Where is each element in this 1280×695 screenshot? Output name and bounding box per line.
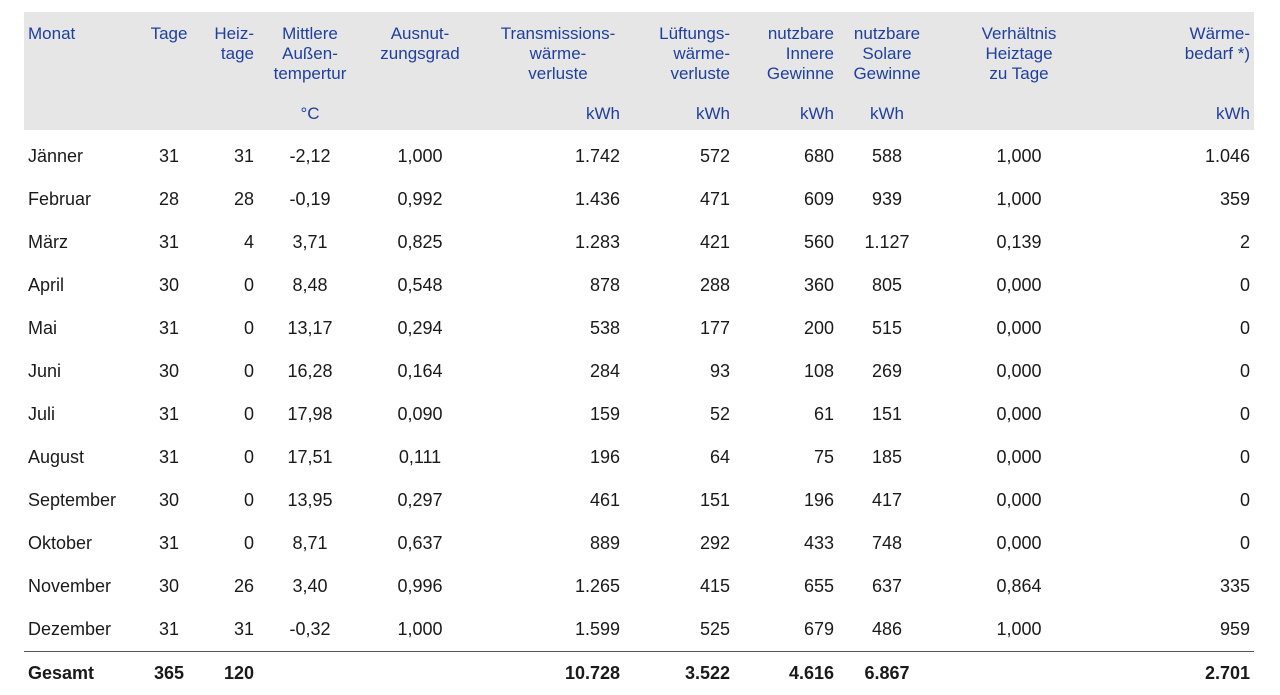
header-aussentemperatur: Mittlere Außen- tempertur °C bbox=[258, 12, 362, 130]
cell-utilization-factor: 0,297 bbox=[397, 490, 443, 510]
cell-internal-gains: 360 bbox=[803, 275, 834, 295]
cell-heat-demand: 0 bbox=[1239, 361, 1250, 381]
cell-outdoor-temperature: 13,17 bbox=[287, 318, 333, 338]
cell-heating-days: 0 bbox=[243, 490, 254, 510]
cell-transmission-losses: 461 bbox=[589, 490, 620, 510]
cell-heating-ratio: 1,000 bbox=[996, 189, 1042, 209]
table-header-row bbox=[24, 12, 1254, 130]
cell-heating-ratio: 0,000 bbox=[996, 318, 1042, 338]
cell-internal-gains: 433 bbox=[803, 533, 834, 553]
total-cell-outdoor-temperature bbox=[258, 651, 362, 695]
cell-internal-gains: 75 bbox=[813, 447, 834, 467]
table-row bbox=[24, 393, 1254, 436]
cell-heating-days: 4 bbox=[243, 232, 254, 252]
header-innere-gewinne: nutzbare Innere Gewinne kWh bbox=[734, 12, 838, 130]
cell-solar-gains: 805 bbox=[871, 275, 903, 295]
cell-transmission-losses: 1.742 bbox=[574, 145, 620, 166]
unit-kwh: kWh bbox=[1216, 104, 1250, 123]
cell-outdoor-temperature: 17,98 bbox=[287, 404, 333, 424]
cell-solar-gains: 637 bbox=[871, 576, 903, 596]
cell-utilization-factor: 1,000 bbox=[397, 618, 443, 639]
cell-heat-demand: 359 bbox=[1219, 189, 1250, 209]
header-waermebedarf: Wärme- bedarf *) kWh bbox=[1102, 12, 1254, 130]
total-cell-heating-days: 120 bbox=[200, 651, 258, 695]
total-cell-month: Gesamt bbox=[24, 651, 138, 695]
cell-heating-days: 0 bbox=[243, 318, 254, 338]
cell-heating-ratio: 1,000 bbox=[996, 618, 1042, 639]
cell-month: Oktober bbox=[28, 533, 93, 553]
cell-outdoor-temperature: 8,48 bbox=[292, 275, 328, 295]
cell-days: 30 bbox=[158, 361, 180, 381]
cell-solar-gains: 515 bbox=[871, 318, 903, 338]
cell-outdoor-temperature: -0,32 bbox=[289, 618, 331, 639]
cell-solar-gains: 588 bbox=[871, 145, 903, 166]
total-cell-ventilation-losses: 3.522 bbox=[624, 651, 734, 695]
cell-heat-demand: 0 bbox=[1239, 490, 1250, 510]
cell-utilization-factor: 0,090 bbox=[397, 404, 443, 424]
total-cell-internal-gains: 4.616 bbox=[734, 651, 838, 695]
cell-month: April bbox=[28, 275, 65, 295]
cell-transmission-losses: 538 bbox=[589, 318, 620, 338]
cell-outdoor-temperature: 16,28 bbox=[287, 361, 333, 381]
unit-kwh: kWh bbox=[870, 104, 904, 123]
heat-demand-table-container bbox=[24, 12, 1254, 695]
cell-solar-gains: 151 bbox=[871, 404, 903, 424]
header-tage: Tage bbox=[150, 24, 188, 43]
cell-days: 31 bbox=[158, 318, 180, 338]
table-row bbox=[24, 307, 1254, 350]
unit-celsius: °C bbox=[300, 104, 320, 123]
cell-internal-gains: 680 bbox=[803, 145, 834, 166]
cell-internal-gains: 61 bbox=[813, 404, 834, 424]
cell-ventilation-losses: 52 bbox=[709, 404, 730, 424]
cell-month: Februar bbox=[28, 189, 92, 209]
cell-month: Mai bbox=[28, 318, 58, 338]
cell-month: November bbox=[28, 576, 112, 596]
cell-month: Jänner bbox=[28, 145, 84, 166]
cell-heating-ratio: 0,000 bbox=[996, 361, 1042, 381]
cell-ventilation-losses: 421 bbox=[699, 232, 730, 252]
cell-month: März bbox=[28, 232, 68, 252]
cell-internal-gains: 108 bbox=[803, 361, 834, 381]
cell-days: 28 bbox=[158, 189, 180, 209]
cell-days: 30 bbox=[158, 490, 180, 510]
cell-heat-demand: 0 bbox=[1239, 404, 1250, 424]
cell-utilization-factor: 0,996 bbox=[397, 576, 443, 596]
cell-month: Juli bbox=[28, 404, 56, 424]
total-cell-utilization-factor bbox=[362, 651, 478, 695]
cell-month: Juni bbox=[28, 361, 62, 381]
cell-solar-gains: 1.127 bbox=[864, 232, 910, 252]
cell-ventilation-losses: 415 bbox=[699, 576, 730, 596]
cell-days: 31 bbox=[158, 404, 180, 424]
cell-ventilation-losses: 572 bbox=[699, 145, 730, 166]
cell-days: 30 bbox=[158, 576, 180, 596]
total-cell-transmission-losses: 10.728 bbox=[478, 651, 624, 695]
cell-heat-demand: 0 bbox=[1239, 533, 1250, 553]
table-row bbox=[24, 479, 1254, 522]
cell-transmission-losses: 1.283 bbox=[574, 232, 620, 252]
cell-month: August bbox=[28, 447, 85, 467]
cell-solar-gains: 939 bbox=[871, 189, 903, 209]
unit-kwh: kWh bbox=[696, 104, 730, 123]
header-monat: Monat bbox=[28, 24, 76, 43]
cell-internal-gains: 679 bbox=[803, 618, 834, 639]
cell-month: Dezember bbox=[28, 618, 112, 639]
cell-days: 31 bbox=[158, 447, 180, 467]
cell-utilization-factor: 0,992 bbox=[397, 189, 443, 209]
cell-days: 31 bbox=[158, 618, 180, 639]
cell-internal-gains: 196 bbox=[803, 490, 834, 510]
header-transmissionswaermeverluste: Transmissions- wärme- verluste kWh bbox=[478, 12, 624, 130]
cell-transmission-losses: 889 bbox=[589, 533, 620, 553]
cell-internal-gains: 560 bbox=[803, 232, 834, 252]
cell-utilization-factor: 0,111 bbox=[398, 447, 442, 467]
cell-heating-days: 0 bbox=[243, 404, 254, 424]
cell-transmission-losses: 159 bbox=[589, 404, 620, 424]
cell-utilization-factor: 0,294 bbox=[397, 318, 443, 338]
cell-heat-demand: 0 bbox=[1239, 275, 1250, 295]
heat-demand-table bbox=[24, 12, 1254, 695]
table-row bbox=[24, 436, 1254, 479]
header-lueftungswaermeverluste: Lüftungs- wärme- verluste kWh bbox=[624, 12, 734, 130]
cell-heating-ratio: 0,000 bbox=[996, 490, 1042, 510]
header-heiztage: Heiz- tage bbox=[214, 24, 254, 63]
cell-solar-gains: 417 bbox=[871, 490, 903, 510]
cell-solar-gains: 748 bbox=[871, 533, 903, 553]
cell-heating-days: 31 bbox=[233, 145, 254, 166]
table-row bbox=[24, 608, 1254, 651]
cell-heating-days: 0 bbox=[243, 447, 254, 467]
table-row bbox=[24, 565, 1254, 608]
cell-outdoor-temperature: 3,40 bbox=[292, 576, 328, 596]
cell-heat-demand: 2 bbox=[1239, 232, 1250, 252]
total-row bbox=[24, 651, 1254, 695]
cell-month: September bbox=[28, 490, 117, 510]
cell-internal-gains: 200 bbox=[803, 318, 834, 338]
table-row bbox=[24, 522, 1254, 565]
cell-utilization-factor: 0,548 bbox=[397, 275, 443, 295]
cell-outdoor-temperature: 3,71 bbox=[292, 232, 328, 252]
cell-heating-days: 0 bbox=[243, 533, 254, 553]
cell-heating-ratio: 0,000 bbox=[996, 275, 1042, 295]
cell-days: 31 bbox=[158, 232, 180, 252]
cell-heat-demand: 1.046 bbox=[1204, 145, 1250, 166]
header-solare-gewinne: nutzbare Solare Gewinne kWh bbox=[838, 12, 936, 130]
cell-transmission-losses: 878 bbox=[589, 275, 620, 295]
cell-heat-demand: 959 bbox=[1219, 618, 1250, 639]
cell-solar-gains: 269 bbox=[871, 361, 903, 381]
cell-days: 31 bbox=[158, 145, 180, 166]
cell-heating-ratio: 0,864 bbox=[996, 576, 1042, 596]
header-ausnutzungsgrad: Ausnut- zungsgrad bbox=[380, 24, 460, 63]
cell-heating-days: 28 bbox=[233, 189, 254, 209]
cell-transmission-losses: 1.436 bbox=[574, 189, 620, 209]
cell-heat-demand: 0 bbox=[1239, 318, 1250, 338]
cell-transmission-losses: 1.599 bbox=[574, 618, 620, 639]
table-row bbox=[24, 221, 1254, 264]
cell-ventilation-losses: 151 bbox=[699, 490, 730, 510]
total-cell-solar-gains: 6.867 bbox=[838, 651, 936, 695]
total-cell-heating-ratio bbox=[936, 651, 1102, 695]
cell-transmission-losses: 1.265 bbox=[574, 576, 620, 596]
cell-ventilation-losses: 471 bbox=[699, 189, 730, 209]
cell-utilization-factor: 1,000 bbox=[397, 145, 443, 166]
cell-heating-ratio: 0,000 bbox=[996, 447, 1042, 467]
cell-heating-ratio: 1,000 bbox=[996, 145, 1042, 166]
cell-internal-gains: 655 bbox=[803, 576, 834, 596]
table-row bbox=[24, 130, 1254, 178]
cell-outdoor-temperature: 8,71 bbox=[292, 533, 328, 553]
cell-internal-gains: 609 bbox=[803, 189, 834, 209]
table-row bbox=[24, 178, 1254, 221]
table-body bbox=[24, 130, 1254, 651]
unit-kwh: kWh bbox=[586, 104, 620, 123]
table-row bbox=[24, 350, 1254, 393]
cell-utilization-factor: 0,825 bbox=[397, 232, 443, 252]
cell-outdoor-temperature: 17,51 bbox=[287, 447, 333, 467]
cell-ventilation-losses: 288 bbox=[699, 275, 730, 295]
cell-heat-demand: 335 bbox=[1219, 576, 1250, 596]
cell-ventilation-losses: 93 bbox=[709, 361, 730, 381]
cell-heating-ratio: 0,000 bbox=[996, 533, 1042, 553]
cell-utilization-factor: 0,637 bbox=[397, 533, 443, 553]
table-row bbox=[24, 264, 1254, 307]
cell-days: 30 bbox=[158, 275, 180, 295]
cell-heating-days: 0 bbox=[243, 361, 254, 381]
cell-ventilation-losses: 525 bbox=[699, 618, 730, 639]
unit-kwh: kWh bbox=[800, 104, 834, 123]
cell-heating-days: 0 bbox=[243, 275, 254, 295]
cell-transmission-losses: 196 bbox=[589, 447, 620, 467]
cell-heating-ratio: 0,139 bbox=[996, 232, 1042, 252]
cell-days: 31 bbox=[158, 533, 180, 553]
cell-ventilation-losses: 64 bbox=[709, 447, 730, 467]
cell-utilization-factor: 0,164 bbox=[397, 361, 443, 381]
cell-outdoor-temperature: -0,19 bbox=[289, 189, 331, 209]
total-cell-heat-demand: 2.701 bbox=[1102, 651, 1254, 695]
cell-heating-ratio: 0,000 bbox=[996, 404, 1042, 424]
cell-transmission-losses: 284 bbox=[589, 361, 620, 381]
cell-heating-days: 31 bbox=[233, 618, 254, 639]
cell-solar-gains: 185 bbox=[871, 447, 903, 467]
cell-outdoor-temperature: -2,12 bbox=[289, 145, 331, 166]
header-verhaeltnis: Verhältnis Heiztage zu Tage bbox=[981, 24, 1057, 83]
cell-heat-demand: 0 bbox=[1239, 447, 1250, 467]
total-cell-days: 365 bbox=[138, 651, 200, 695]
cell-outdoor-temperature: 13,95 bbox=[287, 490, 333, 510]
cell-ventilation-losses: 177 bbox=[699, 318, 730, 338]
cell-ventilation-losses: 292 bbox=[699, 533, 730, 553]
cell-heating-days: 26 bbox=[233, 576, 254, 596]
cell-solar-gains: 486 bbox=[871, 618, 903, 639]
